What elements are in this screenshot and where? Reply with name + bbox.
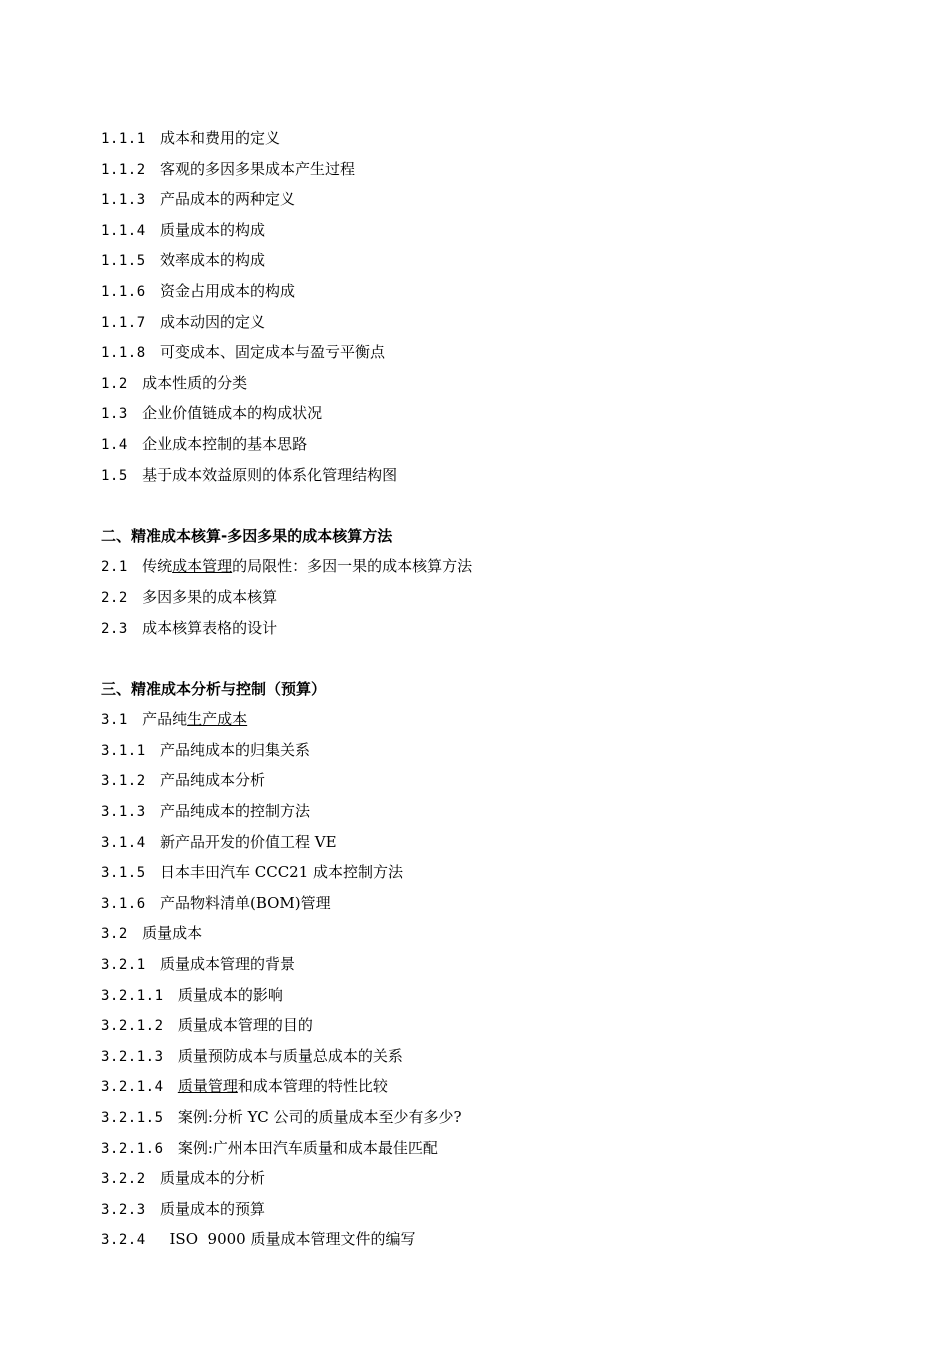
item-text: 产品纯成本的控制方法: [159, 802, 310, 821]
outline-item: [101, 827, 901, 858]
outline-number: 3.2.4: [101, 1232, 146, 1249]
item-text: 可变成本、固定成本与盈亏平衡点: [159, 343, 385, 362]
outline-number: 3.2.1.2: [101, 1018, 164, 1035]
item-text: 的局限性：多因一果的成本核算方法: [232, 557, 473, 576]
outline-item: [101, 368, 901, 399]
outline-number: 2.1: [101, 559, 128, 576]
outline-item: [101, 1163, 901, 1194]
heading-text: 二、精准成本核算-多因多果的成本核算方法: [101, 526, 393, 545]
item-text: ISO 9000 质量成本管理文件的编写: [159, 1230, 416, 1249]
item-text: 质量成本管理的背景: [159, 955, 295, 974]
section-heading: [101, 674, 901, 705]
outline-item: [101, 551, 901, 582]
item-text: 质量成本: [142, 924, 203, 943]
outline-item: [101, 918, 901, 949]
outline-item: [101, 704, 901, 735]
underlined-term: 质量管理: [177, 1077, 238, 1096]
outline-number: 3.2.1.6: [101, 1140, 164, 1157]
outline-item: [101, 1133, 901, 1164]
outline-item: [101, 582, 901, 613]
item-text: 传统: [142, 557, 173, 576]
outline-number: 3.2.1: [101, 957, 146, 974]
outline-item: [101, 857, 901, 888]
outline-item: [101, 1102, 901, 1133]
outline-item: [101, 429, 901, 460]
outline-item: [101, 613, 901, 644]
outline-item: [101, 765, 901, 796]
outline-number: 3.1.6: [101, 895, 146, 912]
section-heading: [101, 521, 901, 552]
item-text: 成本和费用的定义: [159, 129, 280, 147]
outline-number: 3.2.1.1: [101, 987, 164, 1004]
outline-item: [101, 796, 901, 827]
outline-item: [101, 123, 901, 154]
outline-number: 3.1.5: [101, 865, 146, 882]
item-text: 产品纯成本的归集关系: [159, 740, 310, 759]
outline-number: 3.2.3: [101, 1201, 146, 1218]
blank-line: [101, 643, 901, 674]
outline-item: [101, 307, 901, 338]
outline-number: 1.2: [101, 375, 128, 392]
item-text: 质量成本的预算: [159, 1199, 265, 1218]
outline-item: [101, 949, 901, 980]
outline-number: 3.1.2: [101, 773, 146, 790]
item-text: 资金占用成本的构成: [159, 281, 295, 300]
item-text: 产品成本的两种定义: [159, 190, 295, 209]
outline-number: 3.2.1.3: [101, 1048, 164, 1065]
item-text: 成本核算表格的设计: [142, 618, 278, 637]
outline-item: [101, 245, 901, 276]
blank-line: [101, 490, 901, 521]
outline-number: 2.2: [101, 589, 128, 606]
outline-number: 3.1.3: [101, 804, 146, 821]
outline-number: 2.3: [101, 620, 128, 637]
outline-item: [101, 1224, 901, 1255]
outline-item: [101, 1010, 901, 1041]
outline-item: [101, 1194, 901, 1225]
outline-number: 1.4: [101, 436, 128, 453]
outline-number: 1.1.6: [101, 283, 146, 300]
outline-item: [101, 215, 901, 246]
outline-number: 1.1.4: [101, 222, 146, 239]
item-text: 成本动因的定义: [159, 312, 265, 331]
outline-number: 3.2.1.4: [101, 1079, 164, 1096]
outline-item: [101, 1041, 901, 1072]
outline-item: [101, 398, 901, 429]
outline-number: 1.1.1: [101, 131, 146, 147]
item-text: 案例:分析 YC 公司的质量成本至少有多少?: [177, 1108, 462, 1126]
outline-item: [101, 980, 901, 1011]
outline-item: [101, 337, 901, 368]
outline-number: 1.3: [101, 406, 128, 423]
outline-item: [101, 276, 901, 307]
outline-item: [101, 154, 901, 185]
item-text: 质量成本的影响: [177, 985, 283, 1004]
item-text: 质量成本的分析: [159, 1169, 265, 1188]
item-text: 企业成本控制的基本思路: [142, 434, 308, 453]
item-text: 客观的多因多果成本产生过程: [159, 159, 355, 178]
item-text: 质量成本的构成: [159, 220, 265, 239]
item-text: 产品物料清单(BOM)管理: [159, 893, 331, 912]
item-text: 和成本管理的特性比较: [237, 1077, 388, 1096]
heading-text: 三、精准成本分析与控制（预算）: [101, 679, 327, 698]
underlined-term: 生产成本: [187, 710, 248, 729]
outline-item: [101, 1071, 901, 1102]
item-text: 案例:广州本田汽车质量和成本最佳匹配: [177, 1138, 438, 1157]
outline-number: 1.1.8: [101, 345, 146, 362]
item-text: 产品纯: [142, 710, 188, 729]
item-text: 成本性质的分类: [142, 373, 248, 392]
outline-number: 3.2: [101, 926, 128, 943]
item-text: 多因多果的成本核算: [142, 587, 278, 606]
outline-item: [101, 184, 901, 215]
outline-item: [101, 888, 901, 919]
item-text: 企业价值链成本的构成状况: [142, 404, 323, 423]
outline-number: 1.1.5: [101, 253, 146, 270]
outline-number: 3.2.2: [101, 1171, 146, 1188]
document-body: [101, 123, 901, 1255]
outline-item: [101, 735, 901, 766]
item-text: 质量成本管理的目的: [177, 1016, 313, 1035]
outline-number: 1.1.3: [101, 192, 146, 209]
outline-number: 3.1: [101, 712, 128, 729]
outline-number: 1.1.7: [101, 314, 146, 331]
item-text: 质量预防成本与质量总成本的关系: [177, 1046, 403, 1065]
outline-number: 3.1.4: [101, 834, 146, 851]
item-text: 日本丰田汽车 CCC21 成本控制方法: [159, 863, 404, 882]
outline-number: 3.2.1.5: [101, 1110, 164, 1126]
outline-number: 1.5: [101, 467, 128, 484]
item-text: 效率成本的构成: [159, 251, 265, 270]
outline-item: [101, 460, 901, 491]
outline-number: 3.1.1: [101, 742, 146, 759]
item-text: 新产品开发的价值工程 VE: [159, 832, 337, 851]
item-text: 基于成本效益原则的体系化管理结构图: [142, 465, 398, 484]
item-text: 产品纯成本分析: [159, 771, 265, 790]
underlined-term: 成本管理: [172, 557, 233, 576]
outline-number: 1.1.2: [101, 161, 146, 178]
